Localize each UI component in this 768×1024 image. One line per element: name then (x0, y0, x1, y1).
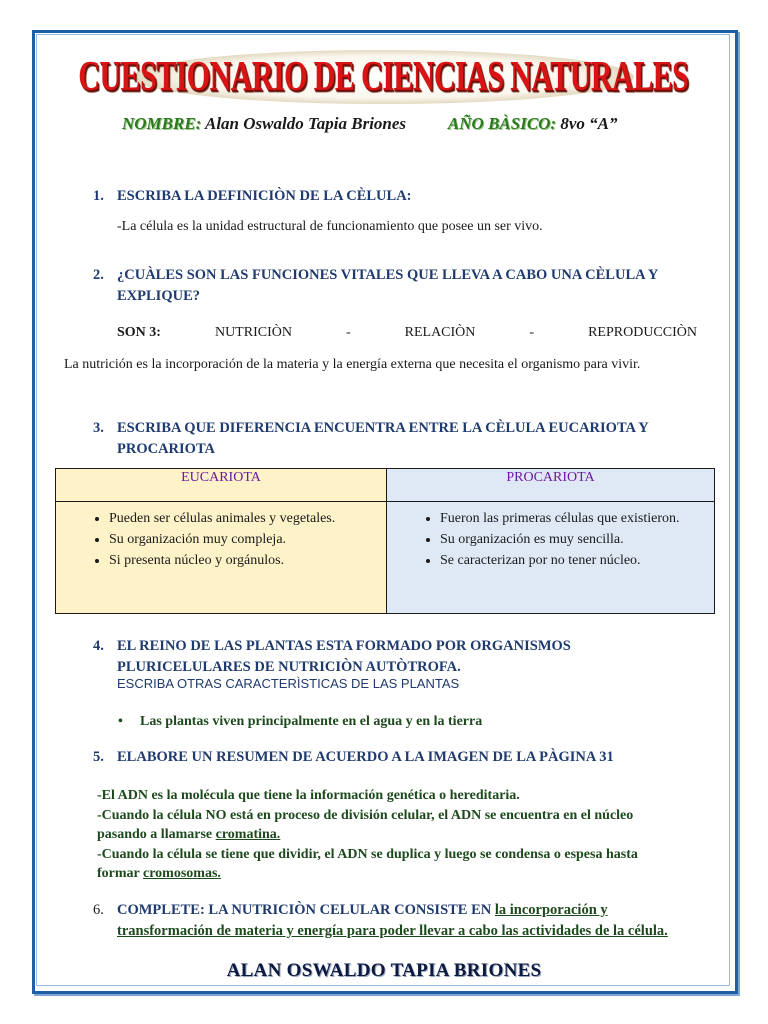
question-text: ESCRIBA LA DEFINICIÒN DE LA CÈLULA: (117, 188, 412, 204)
summary-line (97, 864, 727, 884)
question-4 (93, 636, 717, 678)
prokaryote-header: PROCARIOTA (387, 469, 715, 502)
answer-1: -La célula es la unidad estructural de funcionamiento que posee un ser vivo. (117, 219, 543, 234)
table-header-row (56, 469, 715, 502)
summary-text: formar (97, 866, 143, 881)
function-nutrition: NUTRICIÒN (214, 325, 292, 340)
question-1 (93, 186, 412, 207)
question-text-line2: PLURICELULARES DE NUTRICIÒN AUTÒTROFA. (117, 659, 461, 675)
name-value: Alan Oswaldo Tapia Briones (204, 114, 407, 133)
prokaryote-cell (387, 502, 715, 614)
answer-6-line1: la incorporación y (494, 902, 608, 918)
list-item: • Pueden ser células animales y vegetales. (109, 508, 385, 529)
cromosomas-term: cromosomas. (143, 866, 221, 881)
cromatina-term: cromatina. (215, 827, 281, 842)
list-item: • Se caracterizan por no tener núcleo. (440, 550, 713, 571)
question-text-line2: EXPLIQUE? (117, 288, 200, 304)
plants-list (140, 712, 482, 732)
question-6 (93, 900, 727, 942)
eukaryote-header: EUCARIOTA (56, 469, 387, 502)
summary-block (97, 786, 727, 884)
question-number: 2. (93, 267, 104, 283)
son-label: SON 3: (117, 325, 161, 340)
list-item: • Las plantas viven principalmente en el agua y en la tierra (140, 712, 482, 732)
question-2 (93, 265, 717, 307)
question-text-line1: ESCRIBA QUE DIFERENCIA ENCUENTRA ENTRE LA CÈLULA EUCARIOTA Y (117, 420, 649, 436)
list-item: • Su organización es muy sencilla. (440, 529, 713, 550)
function-reproduction: REPRODUCCIÒN (588, 325, 697, 340)
summary-line: -Cuando la célula NO está en proceso de división celular, el ADN se encuentra en el núcleo (97, 807, 634, 823)
title-banner (78, 50, 688, 104)
question-number: 3. (93, 420, 104, 436)
comparison-table (55, 468, 715, 614)
summary-line (97, 825, 727, 845)
nutrition-explanation: La nutrición es la incorporación de la materia y la energía externa que necesita el organismo para vivir. (64, 357, 641, 372)
question-number: 5. (93, 749, 104, 765)
table-row (56, 502, 715, 614)
summary-line: -El ADN es la molécula que tiene la información genética o hereditaria. (97, 788, 520, 803)
question-number: 4. (93, 638, 104, 654)
list-item: • Su organización muy compleja. (109, 529, 385, 550)
eukaryote-cell (56, 502, 387, 614)
question-text: COMPLETE: LA NUTRICIÒN CELULAR CONSISTE EN (117, 902, 492, 918)
summary-line: -Cuando la célula se tiene que dividir, el ADN se duplica y luego se condensa o espesa hasta (97, 846, 638, 862)
answer-6-line2: transformación de materia y energía para poder llevar a cabo las actividades de la célula. (117, 923, 668, 939)
function-relation: RELACIÒN (404, 325, 476, 340)
student-info (122, 114, 617, 134)
question-5 (93, 747, 614, 768)
footer-author: ALAN OSWALDO TAPIA BRIONES (226, 960, 542, 981)
question-text-line1: ¿CUÀLES SON LAS FUNCIONES VITALES QUE LLEVA A CABO UNA CÈLULA Y (117, 267, 659, 283)
question-text: ELABORE UN RESUMEN DE ACUERDO A LA IMAGEN DE LA PÀGINA 31 (117, 749, 614, 765)
question-text-line1: EL REINO DE LAS PLANTAS ESTA FORMADO POR ORGANISMOS (117, 638, 571, 654)
question-number: 6. (93, 902, 104, 918)
year-label: AÑO BÀSICO: (447, 114, 557, 133)
question-number: 1. (93, 188, 104, 204)
summary-text: pasando a llamarse (97, 827, 216, 842)
list-item: • Si presenta núcleo y orgánulos. (109, 550, 385, 571)
vital-functions-row (117, 325, 697, 341)
question-3 (93, 418, 717, 460)
name-label: NOMBRE: (122, 114, 202, 133)
dash: - (345, 325, 351, 340)
list-item: • Fueron las primeras células que existieron. (440, 508, 713, 529)
question-4-sub: ESCRIBA OTRAS CARACTERÌSTICAS DE LAS PLANTAS (117, 676, 460, 691)
page-title: CUESTIONARIO DE CIENCIAS NATURALES (78, 53, 688, 101)
year-value: 8vo “A” (560, 114, 618, 133)
question-text-line2: PROCARIOTA (117, 441, 216, 457)
dash: - (529, 325, 535, 340)
